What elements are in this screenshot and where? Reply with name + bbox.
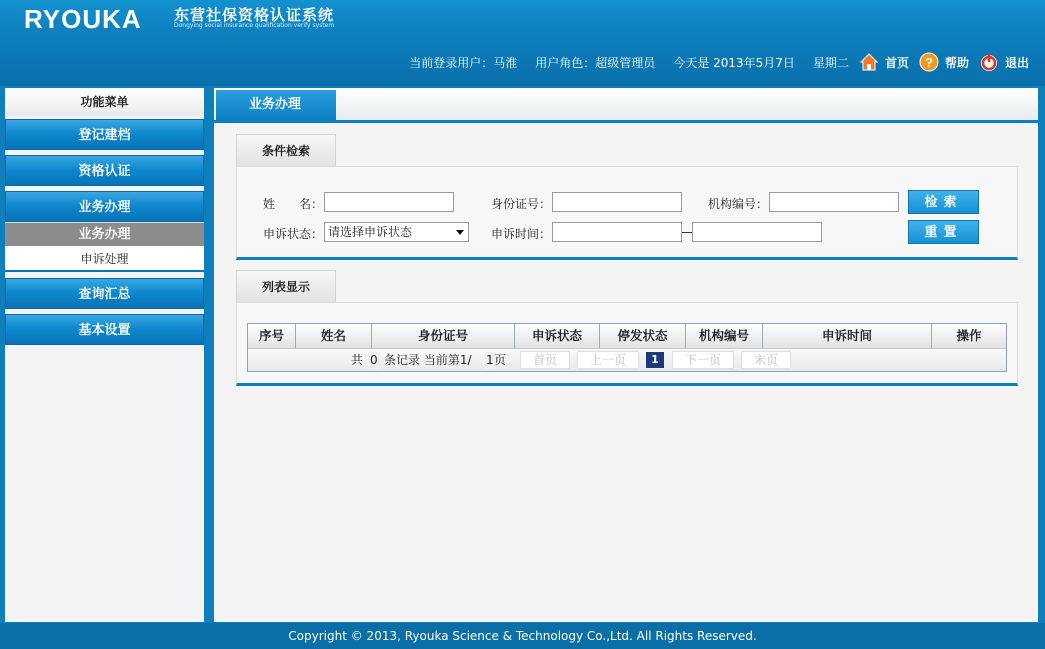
help-label: 帮助	[944, 55, 969, 70]
pager-prev-button[interactable]: 上一页	[577, 351, 639, 369]
chevron-down-icon	[456, 230, 464, 235]
name-label: 姓 名：	[263, 197, 324, 211]
footer-copyright: Copyright © 2013, Ryouka Science & Technology Co.,Ltd. All Rights Reserved.	[0, 623, 1045, 649]
status-select-value: 请选择申诉状态	[328, 225, 413, 239]
home-label: 首页	[884, 55, 909, 70]
menu-title: 功能菜单	[5, 88, 204, 116]
col-appeal-time[interactable]: 申诉时间	[763, 324, 932, 348]
time-to-input[interactable]	[692, 222, 822, 242]
id-number-input[interactable]	[552, 192, 682, 212]
pager-first-button[interactable]: 首页	[520, 351, 570, 369]
logout-label: 退出	[1004, 55, 1029, 70]
user-role: 用户角色：超级管理员	[535, 55, 656, 70]
status-label: 申诉状态：	[263, 227, 324, 241]
menu-item-business[interactable]: 业务办理	[5, 191, 204, 222]
name-input[interactable]	[324, 192, 454, 212]
logo: RYOUKA	[24, 4, 142, 34]
main-panel	[214, 88, 1038, 622]
col-name[interactable]: 姓名	[296, 324, 372, 348]
home-icon	[859, 52, 879, 72]
id-label: 身份证号：	[491, 197, 552, 211]
pager-total-prefix: 共	[351, 353, 364, 367]
status-select[interactable]	[324, 222, 469, 242]
pager-last-button[interactable]: 末页	[741, 351, 791, 369]
logout-link[interactable]	[979, 52, 1029, 72]
menu-item-business-active[interactable]: 业务办理	[5, 222, 204, 246]
today-date: 今天是 2013年5月7日	[673, 55, 795, 70]
list-section	[236, 302, 1018, 386]
home-link[interactable]	[859, 52, 909, 72]
menu-item-register[interactable]: 登记建档	[5, 119, 204, 150]
search-section	[236, 166, 1018, 260]
svg-text:?: ?	[924, 55, 933, 70]
pager	[248, 348, 1006, 371]
list-section-title: 列表显示	[236, 270, 336, 302]
time-label: 申诉时间：	[491, 227, 552, 241]
menu-item-basic-settings[interactable]: 基本设置	[5, 314, 204, 345]
org-number-input[interactable]	[769, 192, 899, 212]
help-icon	[919, 52, 939, 72]
data-grid	[247, 323, 1007, 372]
weekday: 星期二	[812, 55, 849, 70]
help-link[interactable]	[919, 52, 969, 72]
grid-header	[248, 324, 1006, 348]
search-section-title: 条件检索	[236, 134, 336, 166]
pager-total-suffix: 条记录 当前第1/	[384, 353, 472, 367]
sidebar	[5, 88, 204, 622]
pager-page-total: 1	[484, 352, 496, 370]
range-dash	[682, 232, 692, 233]
menu-item-certification[interactable]: 资格认证	[5, 155, 204, 186]
pager-total-count: 0	[368, 352, 380, 370]
org-label: 机构编号：	[708, 197, 769, 211]
app-title: 东营社保资格认证系统	[174, 6, 335, 24]
col-stop-status[interactable]: 停发状态	[600, 324, 686, 348]
submenu-appeal-handling[interactable]: 申诉处理	[5, 246, 204, 272]
reset-button[interactable]: 重置	[908, 220, 979, 244]
tab-business[interactable]: 业务办理	[216, 90, 336, 120]
pager-page-suffix: 页	[494, 353, 507, 367]
col-appeal-status[interactable]: 申诉状态	[515, 324, 600, 348]
power-icon	[979, 52, 999, 72]
tab-bar	[214, 88, 1038, 123]
menu-item-query-summary[interactable]: 查询汇总	[5, 278, 204, 309]
pager-current-page[interactable]: 1	[646, 352, 664, 368]
search-button[interactable]: 检索	[908, 190, 979, 214]
time-from-input[interactable]	[552, 222, 682, 242]
pager-next-button[interactable]: 下一页	[672, 351, 734, 369]
current-user: 当前登录用户：马淮	[409, 55, 518, 70]
col-actions[interactable]: 操作	[956, 328, 982, 343]
col-id-number[interactable]: 身份证号	[372, 324, 515, 348]
col-org-number[interactable]: 机构编号	[686, 324, 763, 348]
header	[0, 0, 1045, 86]
userbar	[409, 52, 1029, 72]
col-index[interactable]: 序号	[248, 324, 296, 348]
app-subtitle: Dongying social insurance qualification verify system	[174, 22, 335, 29]
